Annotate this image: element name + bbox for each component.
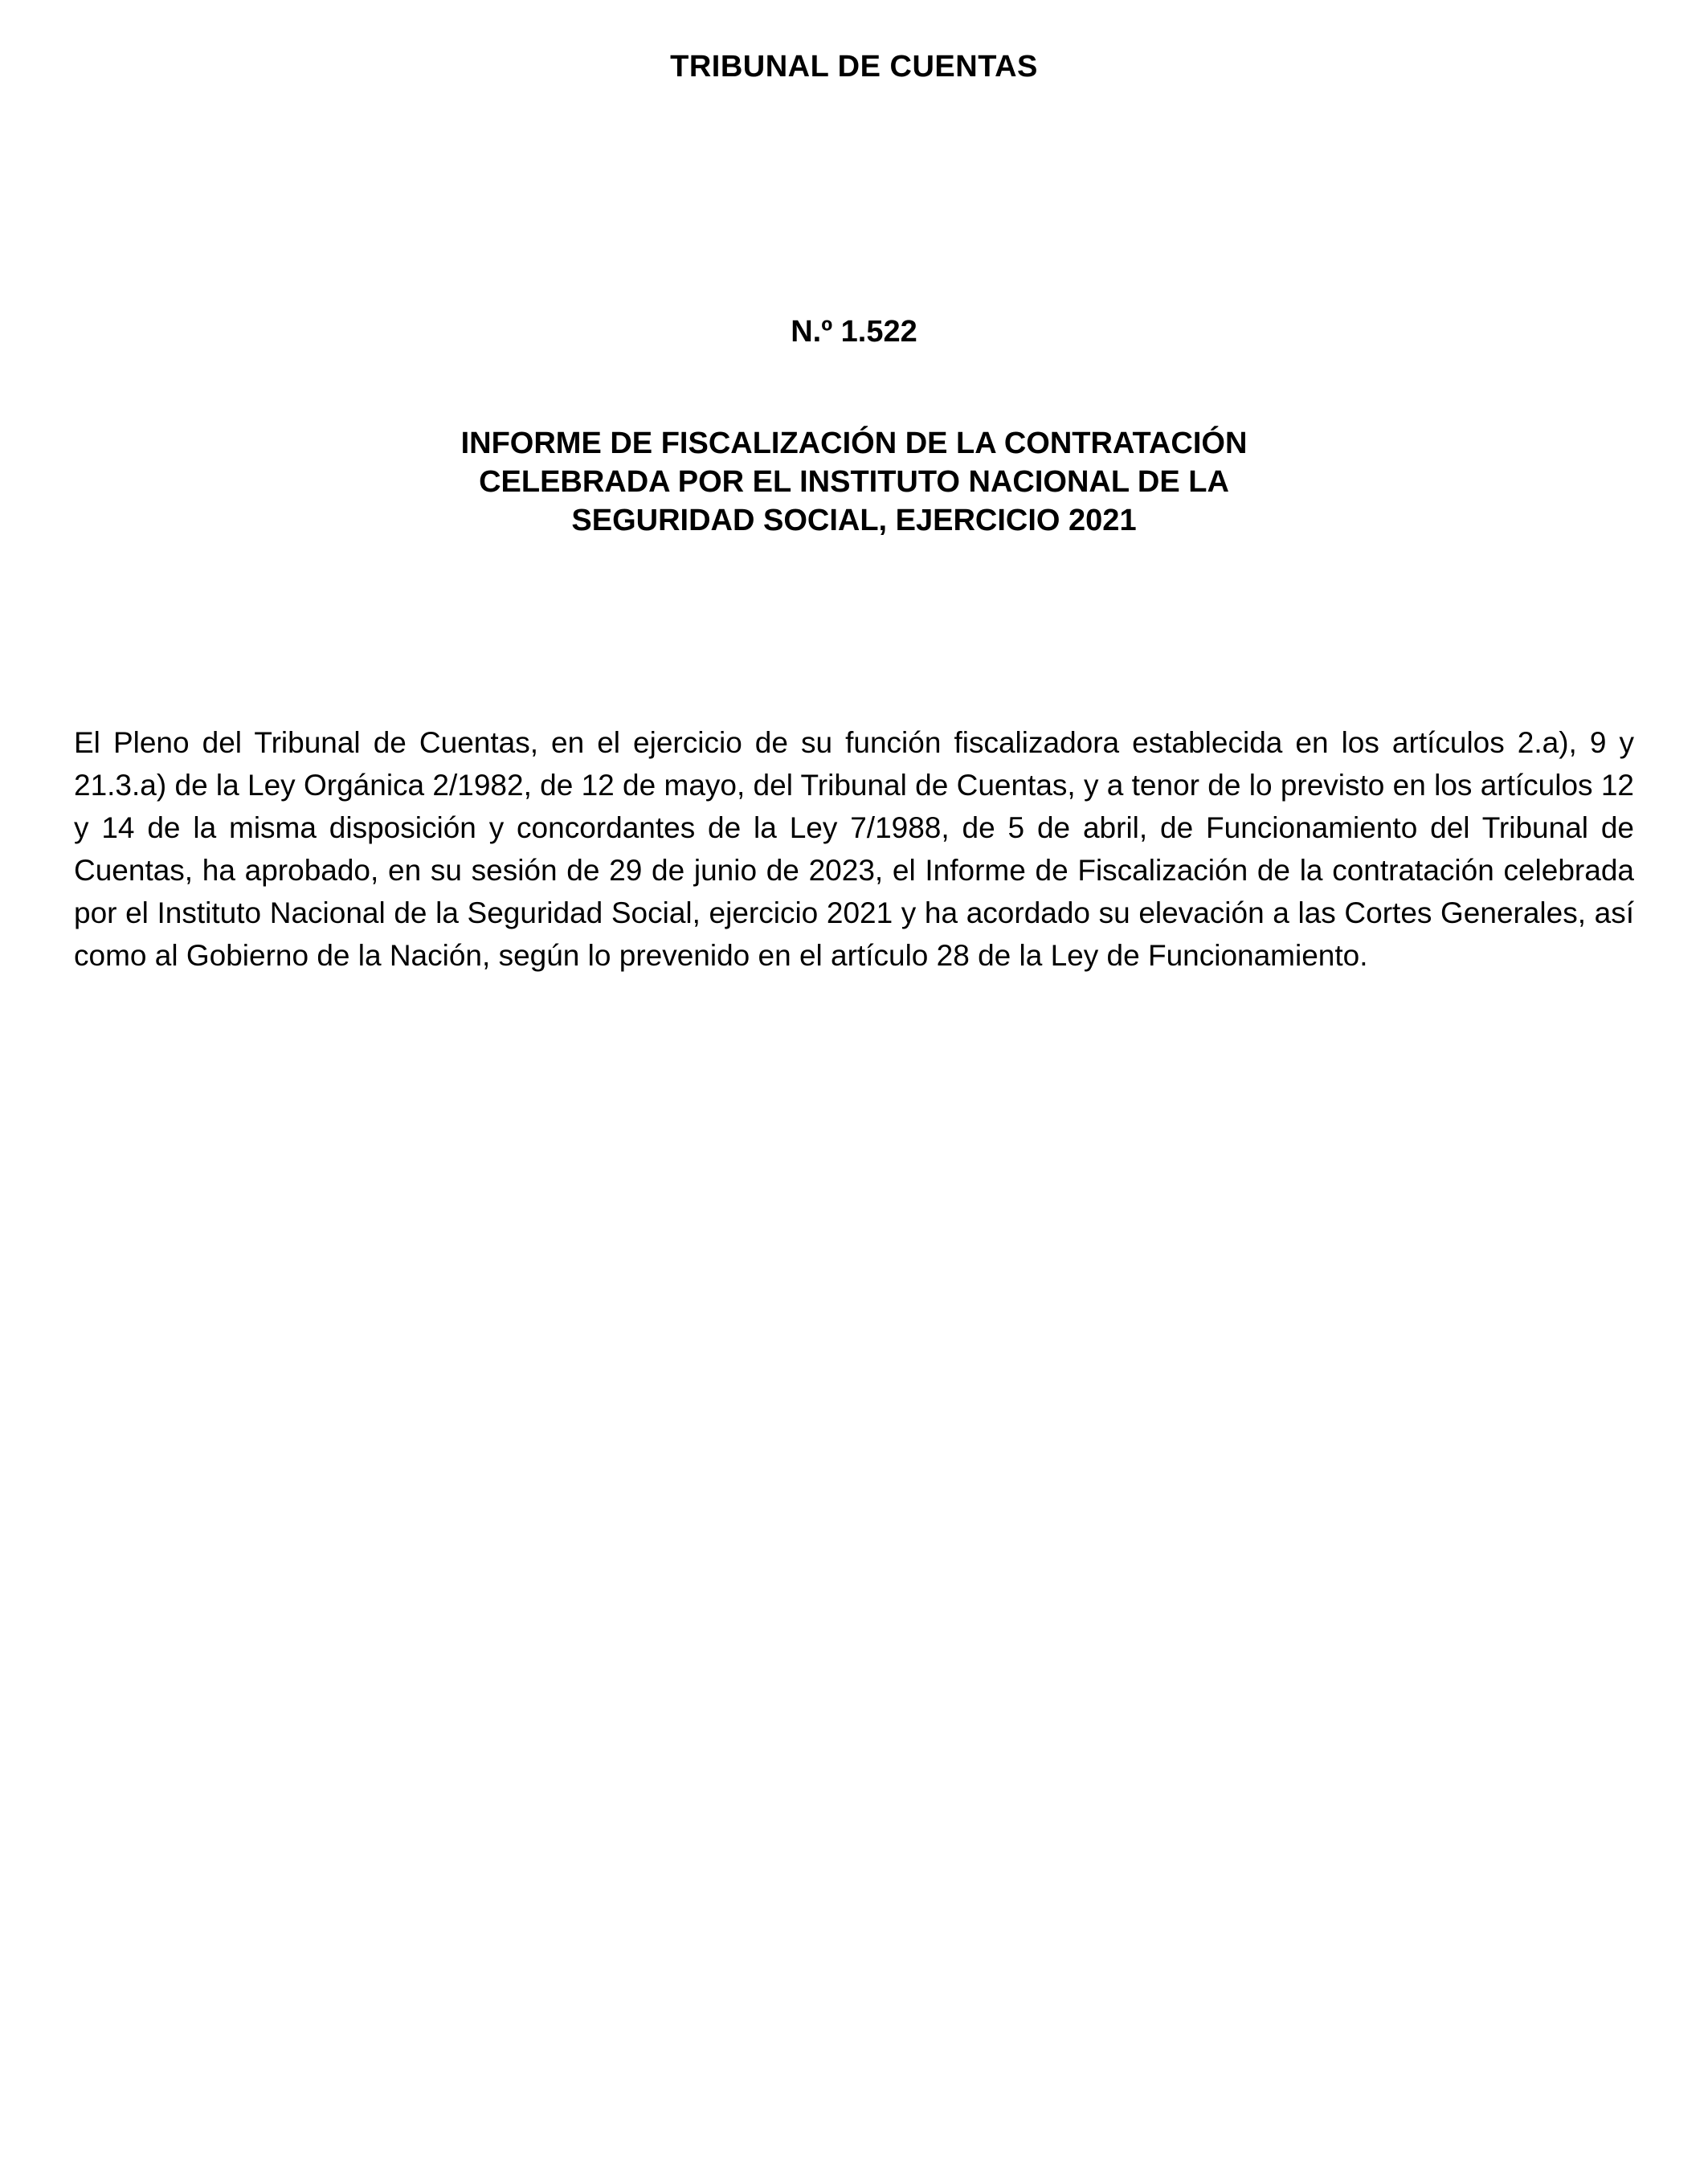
report-number: N.º 1.522 [791, 315, 917, 349]
report-title-line-3: SEGURIDAD SOCIAL, EJERCICIO 2021 [571, 504, 1137, 537]
report-title-line-1: INFORME DE FISCALIZACIÓN DE LA CONTRATACIÓN [460, 427, 1248, 460]
document-header-title: TRIBUNAL DE CUENTAS [670, 50, 1038, 84]
body-paragraph: El Pleno del Tribunal de Cuentas, en el ejercicio de su función fiscalizadora establecida en los artículos 2.a), 9 y 21.3.a) de la Ley Orgánica 2/1982, de 12 de mayo, del Tribunal de Cuentas, y a tenor de lo previsto en los artículos 12 y 14 de la misma disposición y concordantes de la Ley 7/1988, de 5 de abril, de Funcionamiento del Tribunal de Cuentas, ha aprobado, en su sesión de 29 de junio de 2023, el Informe de Fiscalización de la contratación celebrada por el Instituto Nacional de la Seguridad Social, ejercicio 2021 y ha acordado su elevación a las Cortes Generales, así como al Gobierno de la Nación, según lo prevenido en el artículo 28 de la Ley de Funcionamiento. [74, 726, 1634, 972]
report-title-line-2: CELEBRADA POR EL INSTITUTO NACIONAL DE LA [479, 465, 1229, 499]
report-title [0, 424, 1708, 540]
